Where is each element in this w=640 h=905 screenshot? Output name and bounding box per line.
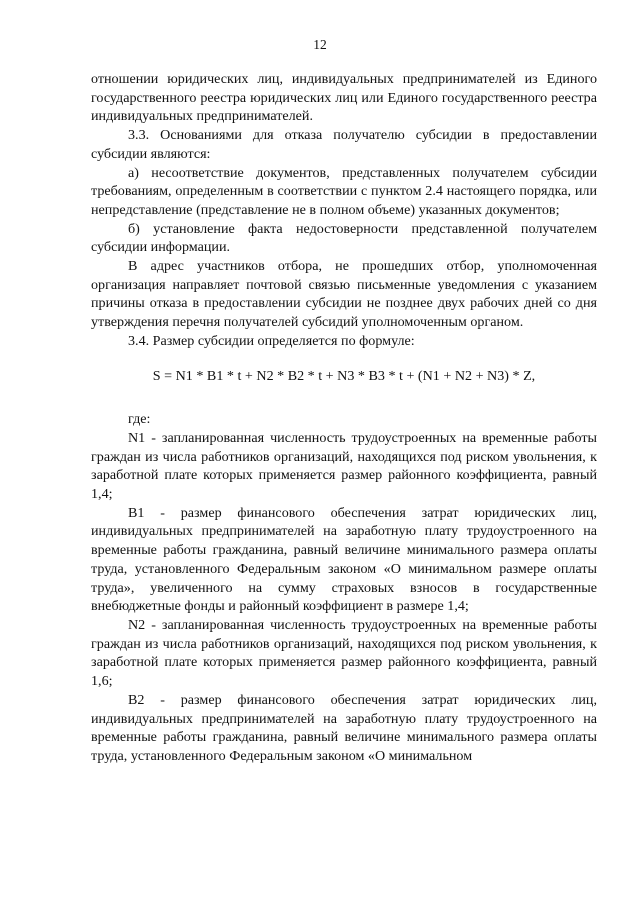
paragraph-3-3-a: а) несоответствие документов, представленных получателем субсидии требованиям, определенным в соответствии с пунктом 2.4 настоящего порядка, или непредставление (представление не в полном объеме) указанных документов; [91,164,597,218]
paragraph-continuation: отношении юридических лиц, индивидуальных предпринимателей из Единого государственного реестра юридических лиц или Единого государственного реестра индивидуальных предпринимателей. [91,71,597,125]
definition-b2: B2 - размер финансового обеспечения затрат юридических лиц, индивидуальных предпринимателей на заработную плату трудоустроенного на временные работы гражданина, равный величине минимального размера оплаты труда, установленного Федеральным законом «О минимальном [91,691,597,764]
paragraph-notification: В адрес участников отбора, не прошедших отбор, уполномоченная организация направляет почтовой связью письменные уведомления с указанием причины отказа в предоставлении субсидии не позднее двух рабочих дней со дня утверждения перечня получателей субсидий уполномоченным органом. [91,258,597,331]
definition-n1: N1 - запланированная численность трудоустроенных на временные работы граждан из числа работников организаций, находящихся под риском увольнения, к заработной плате которых применяется размер районного коэффициента, равный 1,4; [91,429,597,503]
subsidy-formula: S = N1 * B1 * t + N2 * B2 * t + N3 * B3 * t + (N1 + N2 + N3) * Z, [152,367,536,384]
paragraph-3-3-b: б) установление факта недостоверности представленной получателем субсидии информации. [91,220,597,256]
paragraph-3-4: 3.4. Размер субсидии определяется по формуле: [128,332,415,349]
definitions-intro: где: [128,411,151,428]
paragraph-3-3: 3.3. Основаниями для отказа получателю субсидии в предоставлении субсидии являются: [91,127,597,162]
definition-b1: B1 - размер финансового обеспечения затрат юридических лиц, индивидуальных предпринимателей на заработную плату трудоустроенного на временные работы гражданина, равный величине минимального размера оплаты труда, установленного Федеральным законом «О минимальном размере оплаты труда», увеличенного на сумму страховых взносов в государственные внебюджетные фонды и районный коэффициент в размере 1,4; [91,504,597,615]
document-body [91,70,597,766]
definition-n2: N2 - запланированная численность трудоустроенных на временные работы граждан из числа работников организаций, находящихся под риском увольнения, к заработной плате которых применяется размер районного коэффициента, равный 1,6; [91,616,597,690]
page-number: 12 [313,37,327,52]
